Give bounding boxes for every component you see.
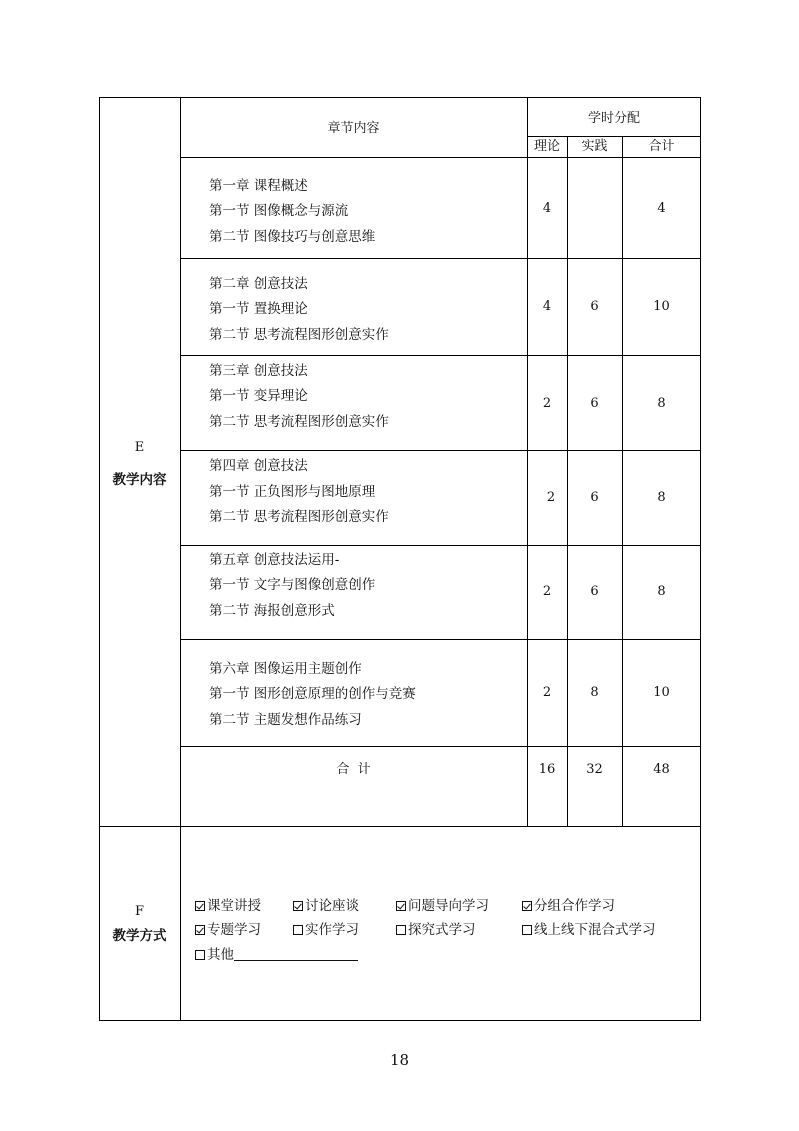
method-option[interactable] — [396, 922, 476, 938]
checkbox-checked-icon[interactable] — [195, 901, 205, 911]
page-number: 18 — [389, 1051, 410, 1069]
method-label: 分组合作学习 — [534, 898, 615, 914]
chapter-line: 第一节 图像概念与源流 — [209, 203, 349, 219]
chapter-line: 第三章 创意技法 — [209, 363, 308, 379]
section-e-title: 教学内容 — [112, 472, 167, 488]
theory-hours: 2 — [546, 490, 556, 505]
summary-practice: 32 — [586, 762, 603, 777]
checkbox-empty-icon[interactable] — [522, 925, 532, 935]
chapter-line: 第一节 图形创意原理的创作与竞赛 — [209, 686, 416, 702]
method-option[interactable] — [522, 898, 615, 914]
total-hours: 4 — [657, 201, 666, 216]
header-practice: 实践 — [581, 139, 608, 154]
checkbox-empty-icon[interactable] — [293, 925, 303, 935]
chapter-line: 第五章 创意技法运用- — [209, 552, 340, 568]
checkbox-empty-icon[interactable] — [195, 950, 205, 960]
checkbox-checked-icon[interactable] — [396, 901, 406, 911]
chapter-line: 第六章 图像运用主题创作 — [209, 661, 362, 677]
theory-hours: 2 — [542, 685, 552, 700]
method-option[interactable] — [396, 898, 489, 914]
chapter-line: 第一节 置换理论 — [209, 301, 308, 317]
chapter-line: 第一节 正负图形与图地原理 — [209, 484, 376, 500]
header-total: 合计 — [648, 139, 675, 154]
chapter-line: 第二节 海报创意形式 — [209, 603, 335, 619]
method-label: 线上线下混合式学习 — [534, 922, 656, 938]
chapter-line: 第二节 主题发想作品练习 — [209, 712, 362, 728]
practice-hours: 8 — [590, 685, 599, 700]
chapter-line: 第一节 变异理论 — [209, 388, 308, 404]
method-option[interactable] — [293, 898, 359, 914]
checkbox-checked-icon[interactable] — [293, 901, 303, 911]
summary-theory: 16 — [538, 762, 556, 777]
header-chapter-content: 章节内容 — [327, 121, 380, 136]
checkbox-checked-icon[interactable] — [522, 901, 532, 911]
method-label: 其他 — [207, 947, 234, 963]
method-label: 讨论座谈 — [305, 898, 359, 914]
summary-label: 合 计 — [336, 762, 371, 777]
method-option[interactable] — [195, 922, 261, 938]
header-hours-allocation: 学时分配 — [587, 111, 640, 126]
method-option[interactable] — [293, 922, 359, 938]
theory-hours: 2 — [542, 396, 552, 411]
chapter-line: 第一章 课程概述 — [209, 178, 308, 194]
total-hours: 8 — [657, 396, 666, 411]
section-e-letter: E — [134, 440, 145, 455]
practice-hours: 6 — [590, 299, 599, 314]
section-f-title: 教学方式 — [112, 928, 167, 944]
method-label: 课堂讲授 — [207, 898, 261, 914]
chapter-line: 第一节 文字与图像创意创作 — [209, 577, 376, 593]
method-label: 探究式学习 — [408, 922, 476, 938]
method-label: 问题导向学习 — [408, 898, 489, 914]
theory-hours: 4 — [542, 201, 552, 216]
method-label: 实作学习 — [305, 922, 359, 938]
method-option[interactable] — [522, 922, 656, 938]
total-hours: 8 — [657, 490, 666, 505]
section-f-letter: F — [134, 904, 145, 919]
practice-hours: 6 — [590, 396, 599, 411]
chapter-line: 第二节 思考流程图形创意实作 — [209, 414, 389, 430]
chapter-line: 第二节 思考流程图形创意实作 — [209, 327, 389, 343]
total-hours: 10 — [653, 299, 670, 314]
checkbox-checked-icon[interactable] — [195, 925, 205, 935]
chapter-line: 第二章 创意技法 — [209, 276, 308, 292]
checkbox-empty-icon[interactable] — [396, 925, 406, 935]
summary-total: 48 — [653, 762, 670, 777]
practice-hours: 6 — [590, 584, 599, 599]
theory-hours: 2 — [542, 584, 552, 599]
header-theory: 理论 — [533, 139, 560, 154]
theory-hours: 4 — [542, 299, 552, 314]
chapter-line: 第二节 图像技巧与创意思维 — [209, 229, 376, 245]
method-option[interactable] — [195, 898, 261, 914]
method-label: 专题学习 — [207, 922, 261, 938]
total-hours: 10 — [653, 685, 670, 700]
practice-hours: 6 — [590, 490, 599, 505]
total-hours: 8 — [657, 584, 666, 599]
chapter-line: 第四章 创意技法 — [209, 458, 308, 474]
chapter-line: 第二节 思考流程图形创意实作 — [209, 509, 389, 525]
other-blank-field[interactable] — [234, 948, 358, 961]
method-option[interactable] — [195, 947, 358, 963]
